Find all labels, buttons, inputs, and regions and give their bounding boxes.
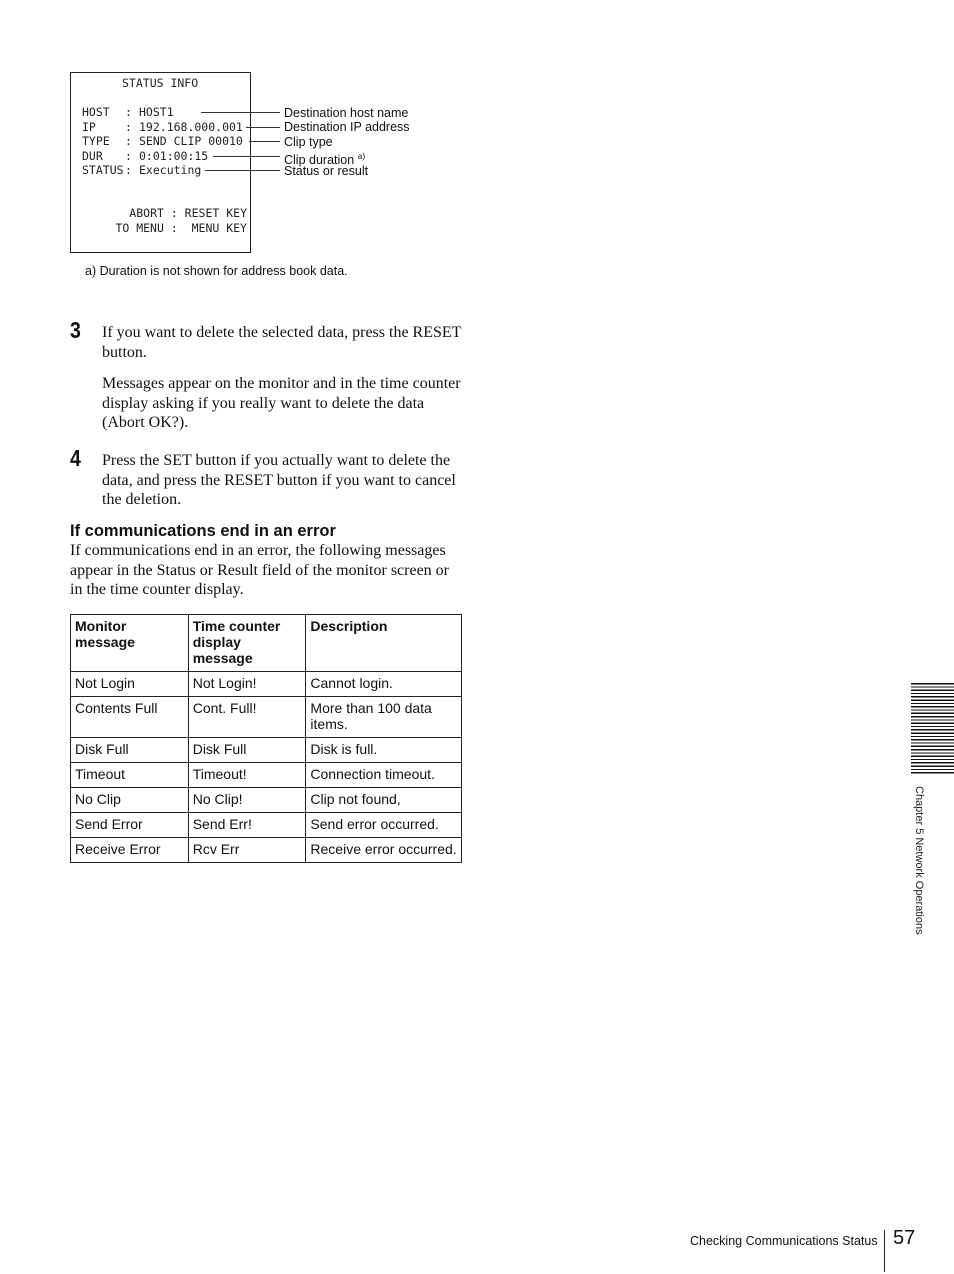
cell-counter-message: No Clip!: [188, 788, 306, 813]
cell-monitor-message: No Clip: [71, 788, 189, 813]
footer-divider: [884, 1230, 885, 1272]
step-3-detail: Messages appear on the monitor and in the time counter display asking if you really want to delete the data (Abort OK?).: [102, 375, 461, 432]
cell-counter-message: Rcv Err: [188, 838, 306, 863]
cell-monitor-message: Disk Full: [71, 738, 189, 763]
step-number-3: 3: [70, 317, 81, 343]
header-description: Description: [306, 615, 462, 672]
screen-value-host: HOST1: [139, 105, 174, 119]
chapter-label: Chapter 5 Network Operations: [913, 786, 925, 935]
cell-description: Cannot login.: [306, 672, 462, 697]
callout-clip-duration: Clip duration $^{a)}$: [284, 151, 366, 167]
cell-description: Clip not found,: [306, 788, 462, 813]
screen-abort-line: ABORT : RESET KEY: [129, 206, 247, 220]
screen-value-dur: 0:01:00:15: [139, 149, 209, 163]
cell-description: More than 100 data items.: [306, 697, 462, 738]
screen-sep: :: [125, 120, 132, 134]
screen-value-status: Executing: [139, 163, 202, 177]
screen-key-host: HOST: [82, 105, 110, 119]
chapter-tab-marker: [911, 683, 954, 775]
screen-sep: :: [125, 163, 132, 177]
status-screen-title: STATUS INFO: [122, 76, 199, 90]
error-messages-table: [70, 614, 462, 863]
cell-counter-message: Send Err!: [188, 813, 306, 838]
screen-sep: :: [125, 149, 132, 163]
screen-key-type: TYPE: [82, 134, 110, 148]
table-row: [71, 672, 462, 697]
header-monitor-message: Monitor message: [71, 615, 189, 672]
leader-line: [205, 170, 280, 171]
table-row: [71, 697, 462, 738]
footer-section-title: Checking Communications Status: [690, 1234, 878, 1248]
step-number-4: 4: [70, 445, 81, 471]
callout-destination-host: Destination host name: [284, 106, 409, 120]
cell-description: Connection timeout.: [306, 763, 462, 788]
cell-counter-message: Cont. Full!: [188, 697, 306, 738]
cell-counter-message: Disk Full: [188, 738, 306, 763]
screen-value-ip: 192.168.000.001: [139, 120, 243, 134]
footnote: a) Duration is not shown for address book data.: [85, 264, 348, 278]
cell-monitor-message: Timeout: [71, 763, 189, 788]
header-time-counter-message: Time counter display message: [188, 615, 306, 672]
cell-monitor-message: Not Login: [71, 672, 189, 697]
callout-status-result: Status or result: [284, 164, 369, 178]
footnote-mark: a): [357, 151, 366, 161]
table-row: [71, 838, 462, 863]
cell-monitor-message: Receive Error: [71, 838, 189, 863]
screen-key-status: STATUS: [82, 163, 124, 177]
section-body: If communications end in an error, the following messages appear in the Status or Result field of the monitor screen or in the time counter display.: [70, 542, 450, 599]
screen-sep: :: [125, 134, 132, 148]
screen-sep: :: [125, 105, 132, 119]
step-3-text: If you want to delete the selected data, press the RESET button.: [102, 324, 462, 361]
step-4-text: Press the SET button if you actually want to delete the data, and press the RESET button if you want to cancel the deletion.: [102, 452, 456, 509]
callout-destination-ip: Destination IP address: [284, 120, 410, 134]
cell-monitor-message: Contents Full: [71, 697, 189, 738]
callout-clip-type: Clip type: [284, 135, 333, 149]
screen-menu-line: TO MENU : MENU KEY: [115, 221, 247, 235]
screen-key-dur: DUR: [82, 149, 103, 163]
cell-monitor-message: Send Error: [71, 813, 189, 838]
section-heading: If communications end in an error: [70, 522, 336, 540]
cell-description: Receive error occurred.: [306, 838, 462, 863]
cell-counter-message: Not Login!: [188, 672, 306, 697]
cell-description: Send error occurred.: [306, 813, 462, 838]
page-number: 57: [893, 1227, 916, 1249]
table-header-row: [71, 615, 462, 672]
cell-description: Disk is full.: [306, 738, 462, 763]
table-row: [71, 813, 462, 838]
cell-counter-message: Timeout!: [188, 763, 306, 788]
screen-key-ip: IP: [82, 120, 96, 134]
table-row: [71, 763, 462, 788]
leader-line: [246, 127, 280, 128]
table-row: [71, 738, 462, 763]
table-row: [71, 788, 462, 813]
leader-line: [213, 156, 280, 157]
leader-line: [201, 112, 280, 113]
screen-value-type: SEND CLIP 00010: [139, 134, 243, 148]
leader-line: [249, 141, 280, 142]
